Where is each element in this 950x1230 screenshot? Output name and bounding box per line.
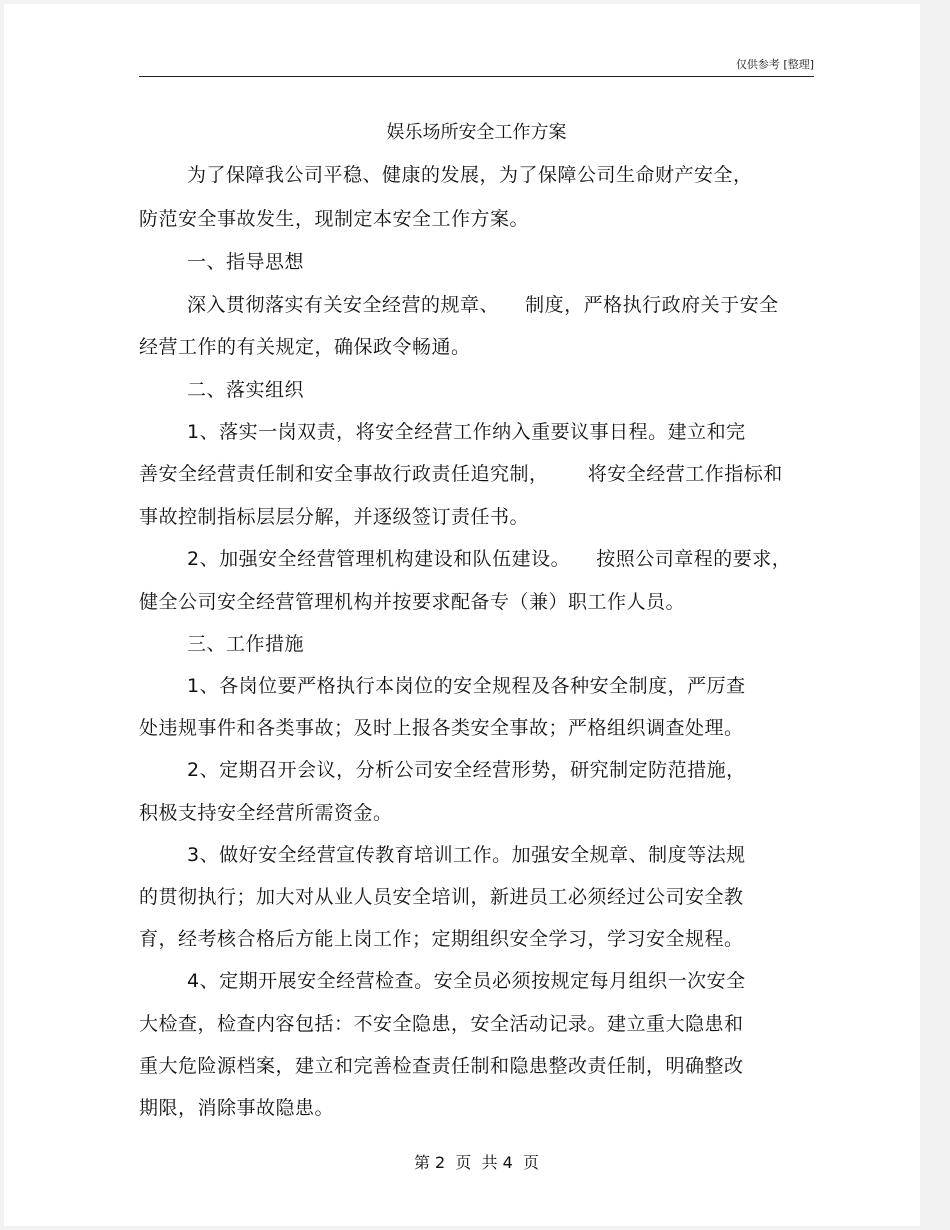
body-line: 4、定期开展安全经营检查。安全员必须按规定每月组织一次安全: [187, 970, 746, 992]
header-note: 仅供参考 [整理]: [735, 58, 814, 71]
body-line: 事故控制指标层层分解，并逐级签订责任书。: [139, 506, 530, 528]
body-line: 1、各岗位要严格执行本岗位的安全规程及各种安全制度，严厉查: [187, 675, 746, 697]
body-line: 育，经考核合格后方能上岗工作；定期组织安全学习，学习安全规程。: [139, 928, 744, 950]
body-line: 期限，消除事故隐患。: [139, 1097, 335, 1119]
body-line: 的贯彻执行；加大对从业人员安全培训，新进员工必须经过公司安全教: [139, 886, 744, 908]
body-line: 深入贯彻落实有关安全经营的规章、 制度，严格执行政府关于安全: [187, 294, 779, 316]
body-line: 善安全经营责任制和安全事故行政责任追究制， 将安全经营工作指标和: [139, 463, 783, 485]
body-line: 防范安全事故发生，现制定本安全工作方案。: [139, 208, 530, 230]
body-line: 3、做好安全经营宣传教育培训工作。加强安全规章、制度等法规: [187, 844, 746, 866]
body-line: 重大危险源档案，建立和完善检查责任制和隐患整改责任制，明确整改: [139, 1055, 744, 1077]
header-divider: [139, 76, 814, 77]
body-line: 大检查，检查内容包括：不安全隐患，安全活动记录。建立重大隐患和: [139, 1013, 744, 1035]
section-heading: 三、工作措施: [187, 633, 305, 655]
body-line: 积极支持安全经营所需资金。: [139, 802, 393, 824]
body-line: 为了保障我公司平稳、健康的发展，为了保障公司生命财产安全，: [187, 164, 753, 186]
body-line: 经营工作的有关规定，确保政令畅通。: [139, 336, 471, 358]
body-line: 处违规事件和各类事故；及时上报各类安全事故；严格组织调查处理。: [139, 717, 744, 739]
section-heading: 一、指导思想: [187, 251, 305, 273]
section-heading: 二、落实组织: [187, 379, 305, 401]
body-line: 健全公司安全经营管理机构并按要求配备专（兼）职工作人员。: [139, 591, 686, 613]
document-page: [4, 4, 920, 1226]
body-line: 1、落实一岗双责，将安全经营工作纳入重要议事日程。建立和完: [187, 421, 746, 443]
body-line: 2、定期召开会议，分析公司安全经营形势，研究制定防范措施，: [187, 759, 746, 781]
page-number: 第 2 页 共 4 页: [413, 1153, 540, 1172]
body-line: 2、加强安全经营管理机构建设和队伍建设。 按照公司章程的要求，: [187, 548, 792, 570]
document-title: 娱乐场所安全工作方案: [386, 122, 567, 143]
